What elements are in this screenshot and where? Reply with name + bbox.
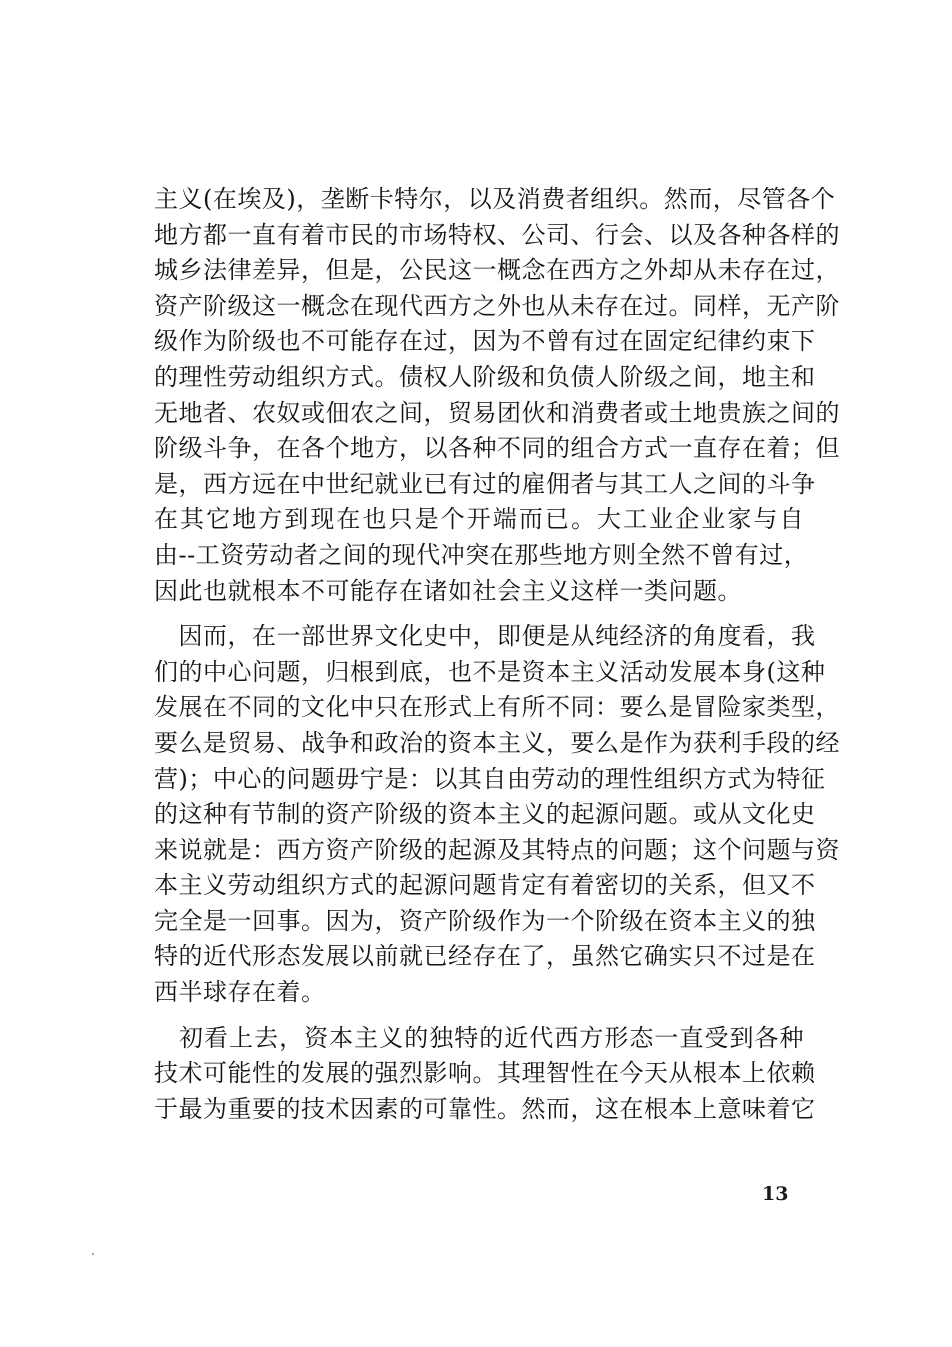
page-number: 13 bbox=[762, 1183, 789, 1205]
text-line: 的这种有节制的资产阶级的资本主义的起源问题。或从文化史 bbox=[154, 800, 816, 829]
text-line: 发展在不同的文化中只在形式上有所不同：要么是冒险家类型， bbox=[154, 693, 840, 722]
text-line: 资产阶级这一概念在现代西方之外也从未存在过。同样，无产阶 bbox=[154, 291, 840, 320]
text-line: 阶级斗争，在各个地方，以各种不同的组合方式一直存在着；但 bbox=[154, 434, 840, 463]
text-line: 初看上去，资本主义的独特的近代西方形态一直受到各种 bbox=[154, 1023, 804, 1052]
scan-speck bbox=[92, 1253, 94, 1255]
body-text bbox=[154, 182, 840, 1127]
text-line: 技术可能性的发展的强烈影响。其理智性在今天从根本上依赖 bbox=[154, 1059, 816, 1088]
text-line: 特的近代形态发展以前就已经存在了，虽然它确实只不过是在 bbox=[154, 942, 816, 971]
text-line: 由--工资劳动者之间的现代冲突在那些地方则全然不曾有过， bbox=[154, 540, 809, 569]
text-line: 城乡法律差异，但是，公民这一概念在西方之外却从未存在过， bbox=[154, 256, 840, 285]
text-line: 西半球存在着。 bbox=[154, 978, 326, 1007]
text-line: 在其它地方到现在也只是个开端而已。大工业企业家与自 bbox=[154, 505, 804, 534]
text-line: 们的中心问题，归根到底，也不是资本主义活动发展本身(这种 bbox=[154, 657, 826, 686]
text-line: 来说就是：西方资产阶级的起源及其特点的问题；这个问题与资 bbox=[154, 835, 840, 864]
text-line: 级作为阶级也不可能存在过，因为不曾有过在固定纪律约束下 bbox=[154, 327, 816, 356]
text-line: 营)；中心的问题毋宁是：以其自由劳动的理性组织方式为特征 bbox=[154, 764, 826, 793]
text-line: 地方都一直有着市民的市场特权、公司、行会、以及各种各样的 bbox=[154, 220, 840, 249]
text-line: 因此也就根本不可能存在诸如社会主义这样一类问题。 bbox=[154, 576, 742, 605]
text-line: 无地者、农奴或佃农之间，贸易团伙和消费者或土地贵族之间的 bbox=[154, 398, 840, 427]
text-line: 因而，在一部世界文化史中，即便是从纯经济的角度看，我 bbox=[154, 622, 816, 651]
text-line: 完全是一回事。因为，资产阶级作为一个阶级在资本主义的独 bbox=[154, 906, 816, 935]
text-line: 主义(在埃及)，垄断卡特尔，以及消费者组织。然而，尽管各个 bbox=[154, 185, 836, 213]
text-line: 本主义劳动组织方式的起源问题肯定有着密切的关系，但又不 bbox=[154, 871, 816, 900]
text-line: 是，西方远在中世纪就业已有过的雇佣者与其工人之间的斗争 bbox=[154, 469, 816, 498]
text-line: 于最为重要的技术因素的可靠性。然而，这在根本上意味着它 bbox=[154, 1094, 816, 1123]
text-line: 的理性劳动组织方式。债权人阶级和负债人阶级之间，地主和 bbox=[154, 362, 816, 391]
text-line: 要么是贸易、战争和政治的资本主义，要么是作为获利手段的经 bbox=[154, 728, 840, 757]
